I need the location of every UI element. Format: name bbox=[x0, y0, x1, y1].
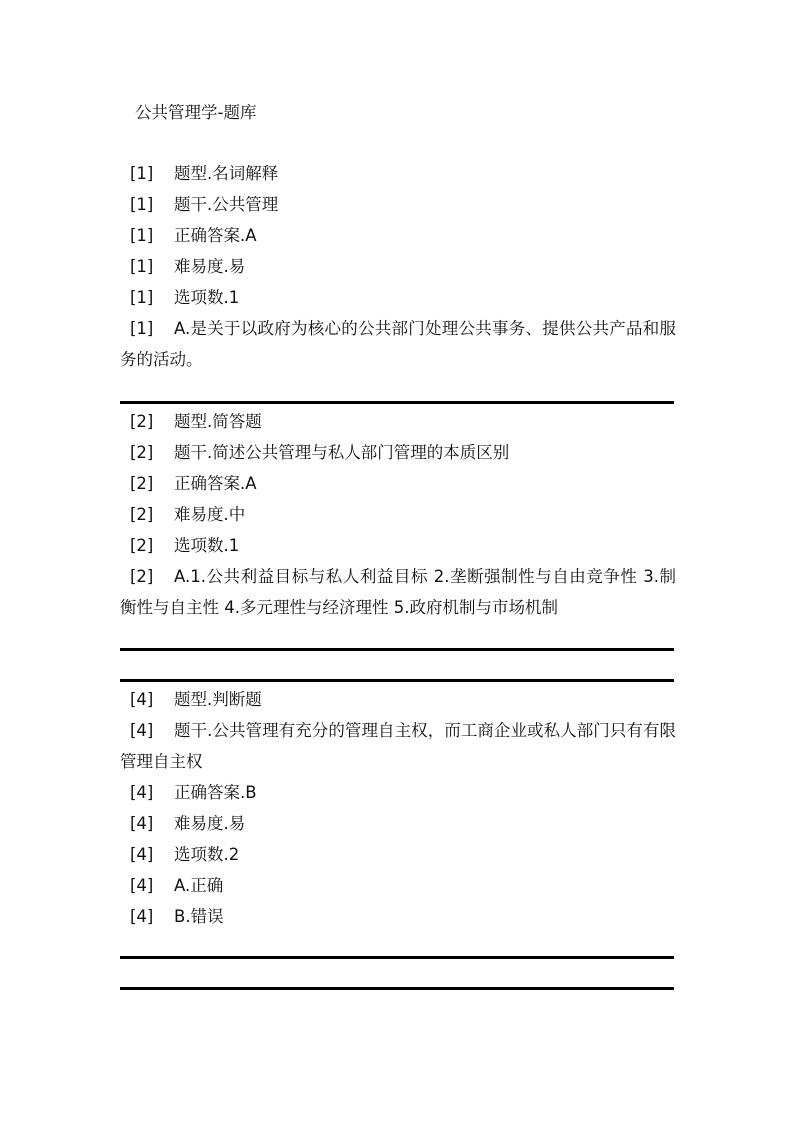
question-number: [1] bbox=[130, 257, 154, 276]
question-field bbox=[120, 530, 676, 561]
divider bbox=[120, 956, 674, 959]
field-text: 题干.简述公共管理与私人部门管理的本质区别 bbox=[174, 443, 510, 462]
question-number: [1] bbox=[130, 319, 154, 338]
divider bbox=[120, 679, 674, 682]
question-number: [1] bbox=[130, 195, 154, 214]
field-text: 正确答案.B bbox=[174, 783, 257, 802]
field-text: 难易度.易 bbox=[174, 814, 246, 833]
question-field bbox=[120, 808, 676, 839]
divider bbox=[120, 648, 674, 651]
question-number: [2] bbox=[130, 536, 154, 555]
divider bbox=[120, 401, 674, 404]
question-number: [4] bbox=[130, 690, 154, 709]
field-text: B.错误 bbox=[174, 907, 224, 926]
question-field bbox=[120, 158, 676, 189]
field-text: 题型.判断题 bbox=[174, 690, 262, 709]
field-text: 正确答案.A bbox=[174, 226, 257, 245]
field-text: 题型.简答题 bbox=[174, 412, 262, 431]
field-text: A.正确 bbox=[174, 876, 224, 895]
question-number: [2] bbox=[130, 443, 154, 462]
question-field bbox=[120, 870, 676, 901]
question-field bbox=[120, 282, 676, 313]
question-number: [2] bbox=[130, 474, 154, 493]
question-field bbox=[120, 189, 676, 220]
field-text: 题干.公共管理有充分的管理自主权，而工商企业或私人部门只有有限管理自主权 bbox=[120, 721, 676, 771]
question-number: [4] bbox=[130, 783, 154, 802]
question-field bbox=[120, 561, 676, 623]
field-text: 题干.公共管理 bbox=[174, 195, 279, 214]
question-block-2 bbox=[120, 406, 676, 623]
field-text: 正确答案.A bbox=[174, 474, 257, 493]
question-field bbox=[120, 468, 676, 499]
question-number: [1] bbox=[130, 226, 154, 245]
question-number: [2] bbox=[130, 567, 154, 586]
field-text: 选项数.1 bbox=[174, 536, 240, 555]
question-field bbox=[120, 406, 676, 437]
question-field bbox=[120, 220, 676, 251]
question-field bbox=[120, 499, 676, 530]
question-number: [4] bbox=[130, 876, 154, 895]
field-text: 选项数.2 bbox=[174, 845, 240, 864]
field-text: 难易度.中 bbox=[174, 505, 246, 524]
question-block-4 bbox=[120, 684, 676, 932]
question-field bbox=[120, 684, 676, 715]
question-field bbox=[120, 839, 676, 870]
field-text: 难易度.易 bbox=[174, 257, 246, 276]
field-text: A.1.公共利益目标与私人利益目标 2.垄断强制性与自由竞争性 3.制衡性与自主性 4.多元理性与经济理性 5.政府机制与市场机制 bbox=[120, 567, 676, 617]
divider bbox=[120, 987, 674, 990]
question-number: [1] bbox=[130, 288, 154, 307]
question-number: [4] bbox=[130, 845, 154, 864]
question-number: [2] bbox=[130, 412, 154, 431]
document-title: 公共管理学-题库 bbox=[135, 103, 257, 122]
question-field bbox=[120, 777, 676, 808]
question-number: [1] bbox=[130, 164, 154, 183]
question-field bbox=[120, 437, 676, 468]
question-number: [2] bbox=[130, 505, 154, 524]
field-text: 题型.名词解释 bbox=[174, 164, 279, 183]
question-number: [4] bbox=[130, 721, 154, 740]
question-field bbox=[120, 715, 676, 777]
question-field bbox=[120, 251, 676, 282]
field-text: A.是关于以政府为核心的公共部门处理公共事务、提供公共产品和服务的活动。 bbox=[120, 319, 676, 369]
question-number: [4] bbox=[130, 907, 154, 926]
question-field bbox=[120, 901, 676, 932]
question-block-1 bbox=[120, 158, 676, 375]
field-text: 选项数.1 bbox=[174, 288, 240, 307]
question-number: [4] bbox=[130, 814, 154, 833]
question-field bbox=[120, 313, 676, 375]
